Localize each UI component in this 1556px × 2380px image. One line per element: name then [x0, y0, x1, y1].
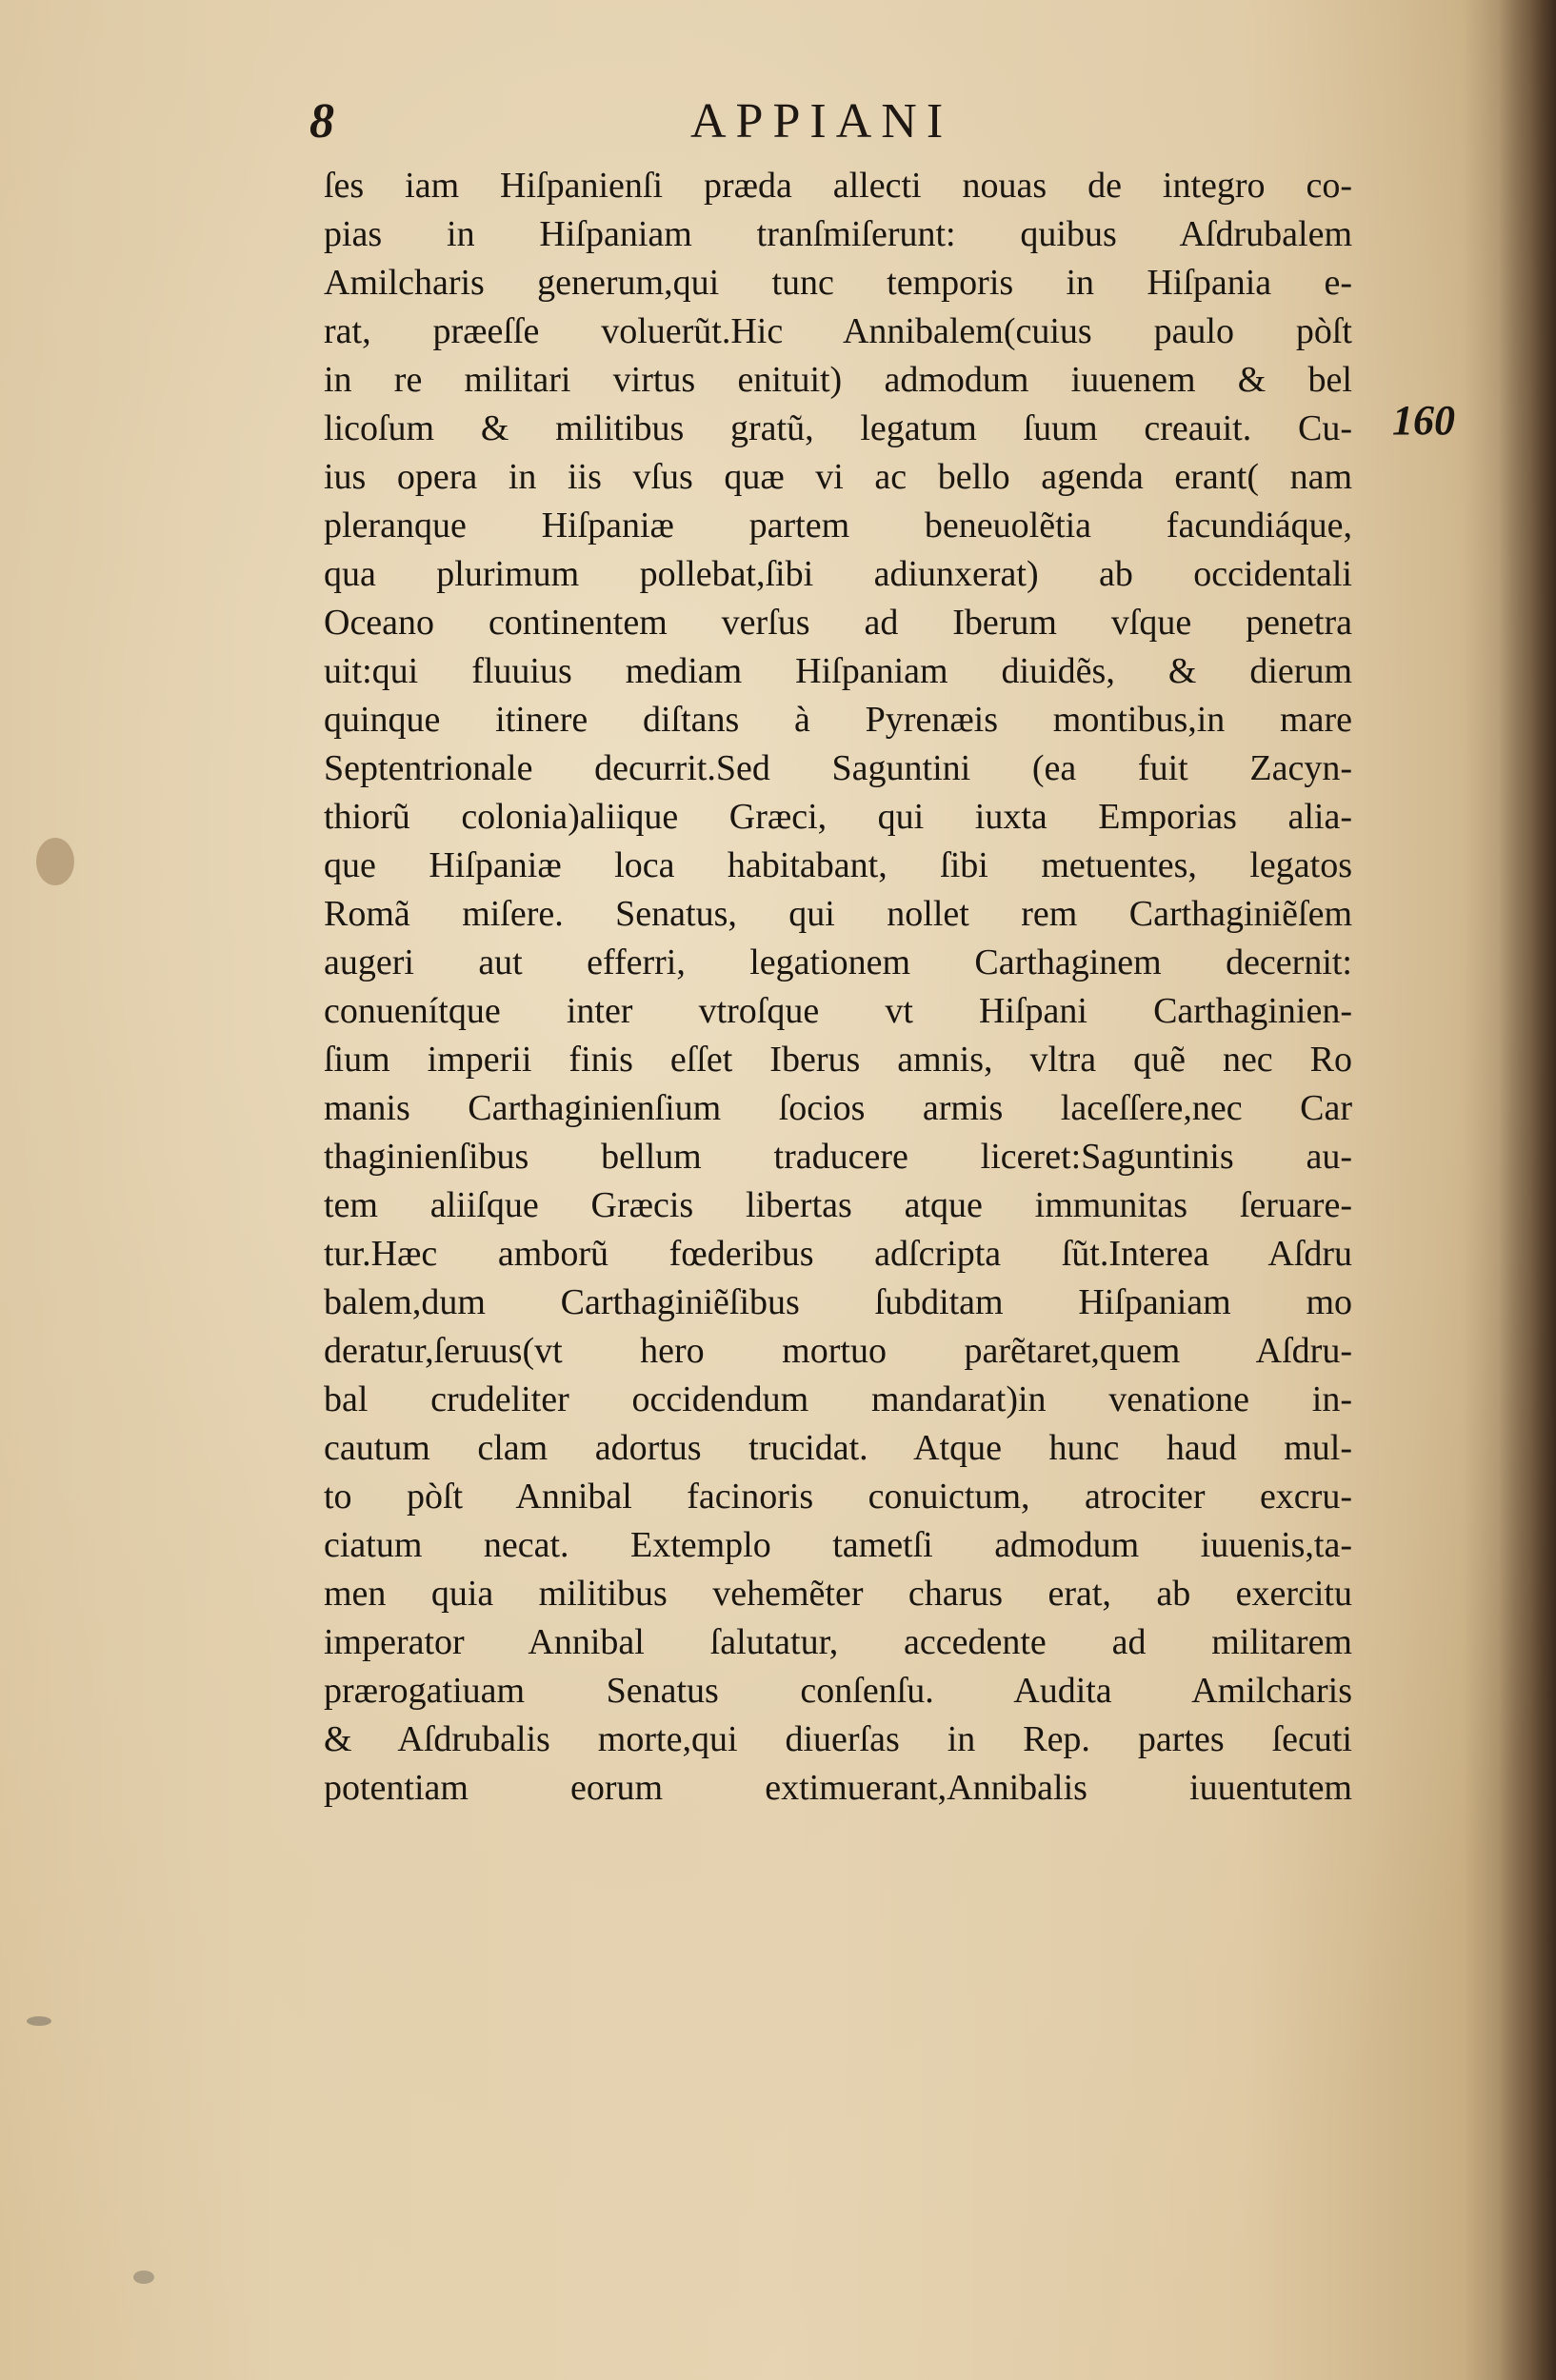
text-line: rat, præeſſe voluerũt.Hic Annibalem(cuius paulo pòſt [324, 311, 1352, 351]
ink-stain [36, 838, 74, 885]
text-line: thiorũ colonia)aliique Græci, qui iuxta Emporias alia- [324, 797, 1352, 837]
text-line: ciatum necat. Extemplo tametſi admodum iuuenis,ta- [324, 1525, 1352, 1565]
text-line: qua plurimum pollebat,ſibi adiunxerat) ab occidentali [324, 554, 1352, 594]
text-line: licoſum & militibus gratũ, legatum ſuum creauit. Cu- [324, 408, 1352, 448]
text-line: prærogatiuam Senatus conſenſu. Audita Amilcharis [324, 1671, 1352, 1711]
text-line: cautum clam adortus trucidat. Atque hunc haud mul- [324, 1428, 1352, 1468]
text-line: pleranque Hiſpaniæ partem beneuolẽtia facundiáque, [324, 506, 1352, 545]
text-line: & Aſdrubalis morte,qui diuerſas in Rep. partes ſecuti [324, 1719, 1352, 1759]
text-line: deratur,ſeruus(vt hero mortuo parẽtaret,quem Aſdru- [324, 1331, 1352, 1371]
running-title: APPIANI [690, 94, 953, 149]
text-line: potentiam eorum extimuerant,Annibalis iuuentutem [324, 1768, 1352, 1808]
text-line: Amilcharis generum,qui tunc temporis in Hiſpania e- [324, 263, 1352, 303]
text-line: ſium imperii finis eſſet Iberus amnis, vltra quẽ nec Ro [324, 1040, 1352, 1080]
body-text [324, 162, 1352, 1813]
text-line: ſes iam Hiſpanienſi præda allecti nouas de integro co- [324, 166, 1352, 206]
ink-stain [27, 2016, 51, 2026]
page-number: 8 [309, 94, 334, 149]
text-line: balem,dum Carthaginiẽſibus ſubditam Hiſpaniam mo [324, 1282, 1352, 1322]
text-line: to pòſt Annibal facinoris conuictum, atrociter excru- [324, 1477, 1352, 1517]
text-line: Oceano continentem verſus ad Iberum vſque penetra [324, 603, 1352, 643]
text-line: augeri aut efferri, legationem Carthaginem decernit: [324, 942, 1352, 982]
text-line: conuenítque inter vtroſque vt Hiſpani Carthaginien- [324, 991, 1352, 1031]
text-line: pias in Hiſpaniam tranſmiſerunt: quibus Aſdrubalem [324, 214, 1352, 254]
text-line: que Hiſpaniæ loca habitabant, ſibi metuentes, legatos [324, 845, 1352, 885]
text-line: imperator Annibal ſalutatur, accedente ad militarem [324, 1622, 1352, 1662]
text-line: Septentrionale decurrit.Sed Saguntini (ea fuit Zacyn- [324, 748, 1352, 788]
binding-shadow [1499, 0, 1556, 2380]
text-line: quinque itinere diſtans à Pyrenæis montibus,in mare [324, 700, 1352, 740]
text-line: ius opera in iis vſus quæ vi ac bello agenda erant( nam [324, 457, 1352, 497]
page-header [309, 93, 1352, 160]
text-line: uit:qui fluuius mediam Hiſpaniam diuidẽs, & dierum [324, 651, 1352, 691]
text-line: thaginienſibus bellum traducere liceret:Saguntinis au- [324, 1137, 1352, 1177]
text-line: tem aliiſque Græcis libertas atque immunitas ſeruare- [324, 1185, 1352, 1225]
text-line: Romã miſere. Senatus, qui nollet rem Carthaginiẽſem [324, 894, 1352, 934]
text-line: men quia militibus vehemẽter charus erat, ab exercitu [324, 1574, 1352, 1614]
margin-note: 160 [1392, 397, 1455, 444]
text-line: bal crudeliter occidendum mandarat)in venatione in- [324, 1379, 1352, 1419]
text-line: tur.Hæc amborũ fœderibus adſcripta ſũt.Interea Aſdru [324, 1234, 1352, 1274]
text-line: manis Carthaginienſium ſocios armis laceſſere,nec Car [324, 1088, 1352, 1128]
ink-stain [133, 2271, 154, 2284]
text-line: in re militari virtus enituit) admodum iuuenem & bel [324, 360, 1352, 400]
